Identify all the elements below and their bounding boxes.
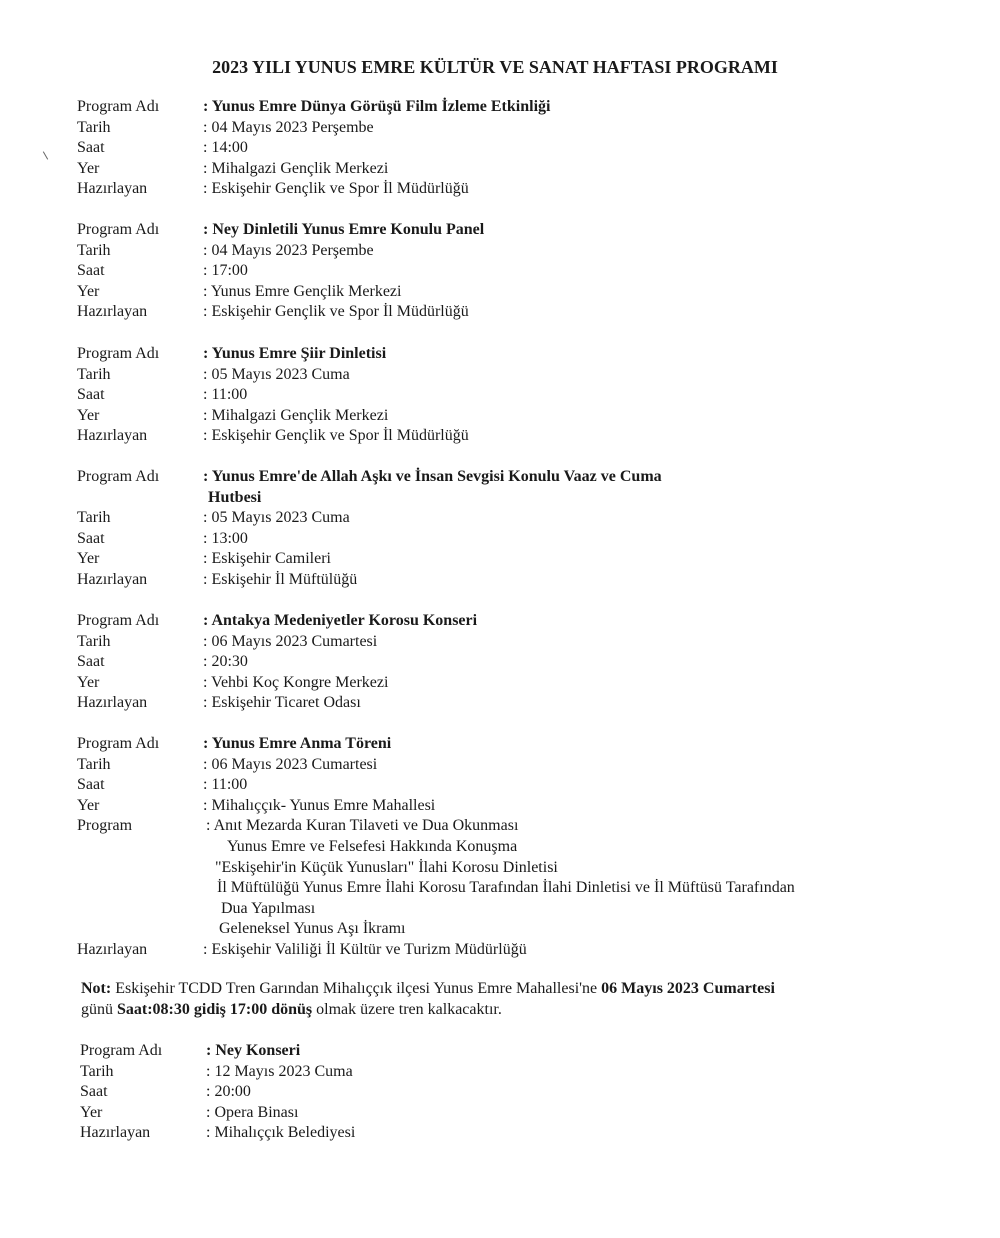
organizer-label: Hazırlayan bbox=[77, 303, 148, 321]
event-block bbox=[80, 1041, 355, 1144]
organizer-value: : Mihalıççık Belediyesi bbox=[206, 1124, 356, 1142]
place-value: : Eskişehir Camileri bbox=[203, 550, 331, 568]
time-value: : 20:00 bbox=[206, 1083, 251, 1101]
organizer-value: : Eskişehir Ticaret Odası bbox=[203, 694, 361, 712]
date-value: : 04 Mayıs 2023 Perşembe bbox=[203, 118, 374, 136]
time-label: Saat bbox=[77, 386, 105, 404]
organizer-value: : Eskişehir Gençlik ve Spor İl Müdürlüğü bbox=[203, 180, 469, 198]
place-value: : Mihalıççık- Yunus Emre Mahallesi bbox=[203, 796, 436, 814]
organizer-label: Hazırlayan bbox=[77, 570, 148, 588]
place-value: : Yunus Emre Gençlik Merkezi bbox=[203, 282, 402, 300]
program-name: : Yunus Emre Şiir Dinletisi bbox=[203, 345, 387, 362]
program-name-label: Program Adı bbox=[80, 1042, 163, 1059]
program-line: İl Müftülüğü Yunus Emre İlahi Korosu Tarafından İlahi Dinletisi ve İl Müftüsü Tarafından bbox=[217, 879, 795, 897]
time-value: : 11:00 bbox=[203, 776, 248, 794]
event-block bbox=[77, 734, 795, 961]
place-label: Yer bbox=[77, 406, 100, 424]
organizer-value: : Eskişehir İl Müftülüğü bbox=[203, 570, 358, 588]
date-value: : 06 Mayıs 2023 Cumartesi bbox=[203, 755, 378, 773]
program-name: : Antakya Medeniyetler Korosu Konseri bbox=[203, 612, 478, 629]
organizer-value: : Eskişehir Gençlik ve Spor İl Müdürlüğü bbox=[203, 303, 469, 321]
time-value: : 13:00 bbox=[203, 529, 248, 547]
date-value: : 12 Mayıs 2023 Cuma bbox=[206, 1062, 353, 1080]
page-title: 2023 YILI YUNUS EMRE KÜLTÜR VE SANAT HAFTASI PROGRAMI bbox=[212, 57, 778, 77]
program-name-continued: Hutbesi bbox=[208, 488, 262, 506]
program-name: : Yunus Emre'de Allah Aşkı ve İnsan Sevgisi Konulu Vaaz ve Cuma bbox=[203, 468, 662, 485]
program-name-label: Program Adı bbox=[77, 735, 160, 752]
time-label: Saat bbox=[77, 776, 105, 794]
date-label: Tarih bbox=[77, 632, 111, 650]
program-line: "Eskişehir'in Küçük Yunusları" İlahi Korosu Dinletisi bbox=[215, 858, 558, 876]
date-label: Tarih bbox=[77, 241, 111, 259]
place-value: : Vehbi Koç Kongre Merkezi bbox=[203, 673, 389, 691]
note-label: Not: bbox=[81, 980, 112, 997]
place-label: Yer bbox=[80, 1103, 103, 1121]
travel-note bbox=[81, 979, 881, 1020]
event-block bbox=[77, 97, 550, 200]
program-name: : Yunus Emre Dünya Görüşü Film İzleme Etkinliği bbox=[203, 98, 551, 115]
time-label: Saat bbox=[77, 653, 105, 671]
time-value: : 11:00 bbox=[203, 386, 248, 404]
date-label: Tarih bbox=[80, 1062, 114, 1080]
time-label: Saat bbox=[77, 262, 105, 280]
program-name: : Ney Dinletili Yunus Emre Konulu Panel bbox=[203, 221, 485, 238]
place-value: : Opera Binası bbox=[206, 1103, 299, 1121]
event-block bbox=[77, 344, 469, 447]
program-name-label: Program Adı bbox=[77, 468, 160, 485]
program-line: : Anıt Mezarda Kuran Tilaveti ve Dua Okunması bbox=[206, 817, 519, 835]
organizer-label: Hazırlayan bbox=[80, 1124, 151, 1142]
time-label: Saat bbox=[77, 529, 105, 547]
program-line: Yunus Emre ve Felsefesi Hakkında Konuşma bbox=[227, 837, 518, 855]
organizer-label: Hazırlayan bbox=[77, 940, 148, 958]
date-label: Tarih bbox=[77, 118, 111, 136]
place-label: Yer bbox=[77, 796, 100, 814]
date-value: : 05 Mayıs 2023 Cuma bbox=[203, 509, 350, 527]
program-label: Program bbox=[77, 817, 133, 835]
organizer-label: Hazırlayan bbox=[77, 694, 148, 712]
date-label: Tarih bbox=[77, 509, 111, 527]
time-label: Saat bbox=[77, 139, 105, 157]
note-times: Saat:08:30 gidiş 17:00 dönüş bbox=[117, 1000, 313, 1018]
organizer-value: : Eskişehir Valiliği İl Kültür ve Turizm Müdürlüğü bbox=[203, 940, 527, 958]
note-text: olmak üzere tren kalkacaktır. bbox=[312, 1000, 502, 1018]
place-value: : Mihalgazi Gençlik Merkezi bbox=[203, 406, 389, 424]
program-name-label: Program Adı bbox=[77, 345, 160, 362]
date-value: : 05 Mayıs 2023 Cuma bbox=[203, 365, 350, 383]
program-line: Dua Yapılması bbox=[221, 899, 316, 917]
date-value: : 04 Mayıs 2023 Perşembe bbox=[203, 241, 374, 259]
time-value: : 14:00 bbox=[203, 139, 248, 157]
time-value: : 17:00 bbox=[203, 262, 248, 280]
place-value: : Mihalgazi Gençlik Merkezi bbox=[203, 159, 389, 177]
program-name: : Ney Konseri bbox=[206, 1042, 301, 1059]
program-name: : Yunus Emre Anma Töreni bbox=[203, 735, 392, 752]
program-name-label: Program Adı bbox=[77, 612, 160, 629]
program-name-label: Program Adı bbox=[77, 221, 160, 238]
place-label: Yer bbox=[77, 159, 100, 177]
note-text: Eskişehir TCDD Tren Garından Mihalıççık ilçesi Yunus Emre Mahallesi'ne bbox=[111, 980, 602, 997]
organizer-label: Hazırlayan bbox=[77, 180, 148, 198]
organizer-value: : Eskişehir Gençlik ve Spor İl Müdürlüğü bbox=[203, 427, 469, 445]
date-label: Tarih bbox=[77, 755, 111, 773]
organizer-label: Hazırlayan bbox=[77, 427, 148, 445]
date-value: : 06 Mayıs 2023 Cumartesi bbox=[203, 632, 378, 650]
time-label: Saat bbox=[80, 1083, 108, 1101]
note-text: günü bbox=[81, 1000, 117, 1018]
date-label: Tarih bbox=[77, 365, 111, 383]
place-label: Yer bbox=[77, 673, 100, 691]
place-label: Yer bbox=[77, 550, 100, 568]
program-name-label: Program Adı bbox=[77, 98, 160, 115]
stray-pen-mark bbox=[43, 151, 48, 159]
note-date: 06 Mayıs 2023 Cumartesi bbox=[601, 980, 775, 997]
time-value: : 20:30 bbox=[203, 653, 248, 671]
event-block bbox=[77, 611, 477, 714]
event-block bbox=[77, 220, 484, 323]
place-label: Yer bbox=[77, 282, 100, 300]
event-block bbox=[77, 467, 662, 591]
program-line: Geleneksel Yunus Aşı İkramı bbox=[219, 920, 406, 938]
